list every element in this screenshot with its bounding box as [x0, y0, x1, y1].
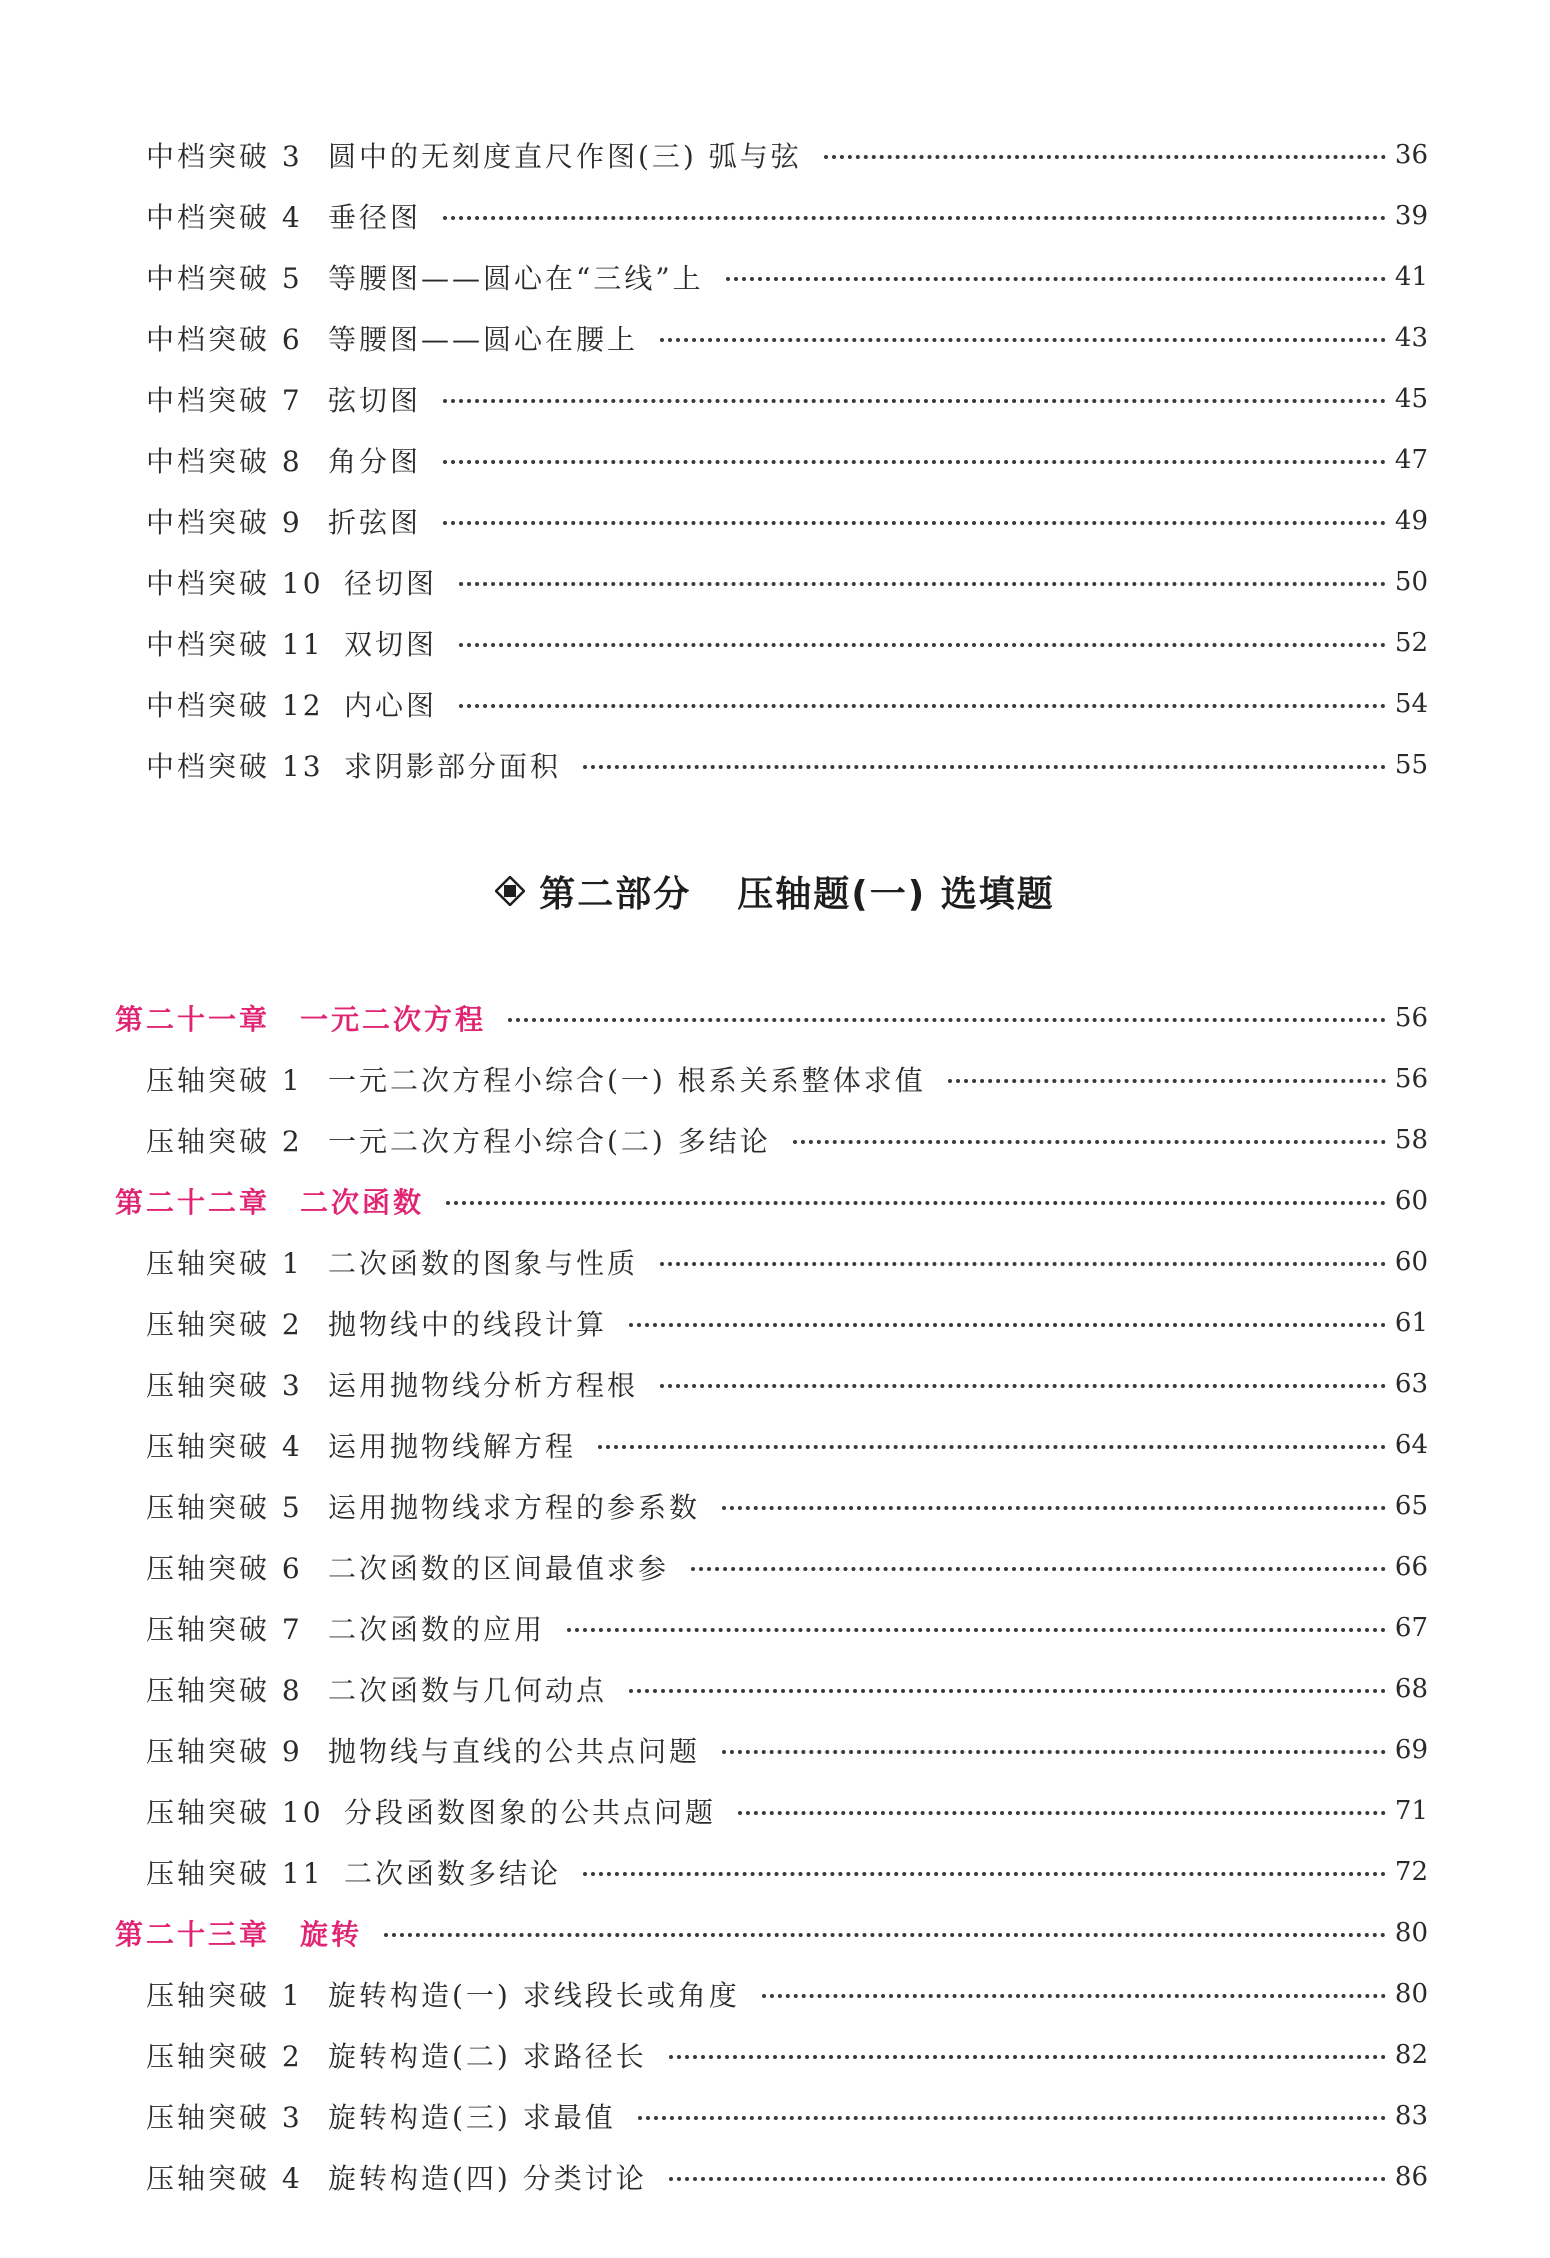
dot-leader	[669, 2177, 1386, 2181]
entry-page-number: 60	[1394, 1246, 1428, 1277]
dot-leader	[660, 338, 1386, 342]
dot-leader	[443, 460, 1386, 464]
toc-entry[interactable]	[0, 1414, 1550, 1475]
entry-title: 二次函数的区间最值求参	[328, 1551, 670, 1585]
toc-entry[interactable]	[0, 734, 1550, 795]
toc-entry[interactable]	[0, 2146, 1550, 2207]
section1-list	[0, 124, 1550, 795]
entry-page-number: 39	[1394, 200, 1428, 231]
chapter-label: 第二十二章	[115, 1185, 271, 1219]
toc-entry[interactable]	[0, 1231, 1550, 1292]
dot-leader	[660, 1384, 1386, 1388]
entry-title: 运用抛物线解方程	[328, 1429, 577, 1463]
entry-page-number: 45	[1394, 383, 1428, 414]
dot-leader	[567, 1628, 1386, 1632]
entry-title: 双切图	[344, 627, 438, 661]
entry-label: 中档突破 10	[146, 566, 324, 600]
entry-label: 压轴突破 2	[146, 2039, 303, 2073]
entry-label: 压轴突破 2	[146, 1124, 303, 1158]
entry-title: 内心图	[344, 688, 438, 722]
entry-page-number: 63	[1394, 1368, 1428, 1399]
toc-entry[interactable]	[0, 551, 1550, 612]
toc-entry[interactable]	[0, 1048, 1550, 1109]
dot-leader	[793, 1140, 1386, 1144]
dot-leader	[443, 521, 1386, 525]
toc-entry[interactable]	[0, 429, 1550, 490]
chapter-page-number: 80	[1394, 1917, 1428, 1948]
chapter-page-number: 60	[1394, 1185, 1428, 1216]
entry-page-number: 50	[1394, 566, 1428, 597]
entry-label: 压轴突破 5	[146, 1490, 303, 1524]
entry-title: 二次函数多结论	[344, 1856, 562, 1890]
entry-title: 旋转构造(二) 求路径长	[328, 2039, 647, 2073]
entry-page-number: 61	[1394, 1307, 1428, 1338]
entry-page-number: 54	[1394, 688, 1428, 719]
entry-page-number: 65	[1394, 1490, 1428, 1521]
entry-page-number: 83	[1394, 2100, 1428, 2131]
entry-title: 角分图	[328, 444, 422, 478]
entry-page-number: 80	[1394, 1978, 1428, 2009]
entry-title: 等腰图——圆心在“三线”上	[328, 261, 704, 295]
chapter-title: 一元二次方程	[300, 1002, 487, 1036]
entry-title: 抛物线与直线的公共点问题	[328, 1734, 701, 1768]
toc-entry[interactable]	[0, 1597, 1550, 1658]
dot-leader	[459, 643, 1386, 647]
entry-page-number: 41	[1394, 261, 1428, 292]
dot-leader	[691, 1567, 1386, 1571]
chapter-page-number: 56	[1394, 1002, 1428, 1033]
toc-entry[interactable]	[0, 2085, 1550, 2146]
entry-page-number: 72	[1394, 1856, 1428, 1887]
dot-leader	[583, 1872, 1386, 1876]
entry-page-number: 58	[1394, 1124, 1428, 1155]
toc-entry[interactable]	[0, 673, 1550, 734]
entry-title: 二次函数与几何动点	[328, 1673, 608, 1707]
entry-title: 旋转构造(一) 求线段长或角度	[328, 1978, 740, 2012]
entry-title: 运用抛物线求方程的参系数	[328, 1490, 701, 1524]
entry-title: 旋转构造(三) 求最值	[328, 2100, 616, 2134]
part-title: 压轴题(一) 选填题	[737, 873, 1055, 915]
entry-page-number: 69	[1394, 1734, 1428, 1765]
entry-page-number: 71	[1394, 1795, 1428, 1826]
toc-entry[interactable]	[0, 1719, 1550, 1780]
entry-title: 径切图	[344, 566, 438, 600]
entry-title: 一元二次方程小综合(一) 根系关系整体求值	[328, 1063, 926, 1097]
entry-label: 压轴突破 11	[146, 1856, 324, 1890]
dot-leader	[948, 1079, 1386, 1083]
toc-entry[interactable]	[0, 246, 1550, 307]
entry-title: 运用抛物线分析方程根	[328, 1368, 639, 1402]
entry-label: 压轴突破 1	[146, 1246, 303, 1280]
entry-title: 圆中的无刻度直尺作图(三) 弧与弦	[328, 139, 802, 173]
dot-leader	[443, 216, 1386, 220]
dot-leader	[508, 1018, 1386, 1022]
chapter-entry[interactable]	[0, 1170, 1550, 1231]
entry-page-number: 68	[1394, 1673, 1428, 1704]
dot-leader	[638, 2116, 1386, 2120]
entry-label: 中档突破 3	[146, 139, 303, 173]
entry-label: 压轴突破 7	[146, 1612, 303, 1646]
entry-title: 抛物线中的线段计算	[328, 1307, 608, 1341]
entry-label: 中档突破 7	[146, 383, 303, 417]
dot-leader	[629, 1323, 1386, 1327]
dot-leader	[660, 1262, 1386, 1266]
toc-entry[interactable]	[0, 124, 1550, 185]
toc-entry[interactable]	[0, 1841, 1550, 1902]
chapter-title: 二次函数	[300, 1185, 425, 1219]
dot-leader	[738, 1811, 1386, 1815]
dot-leader	[384, 1933, 1386, 1937]
entry-page-number: 67	[1394, 1612, 1428, 1643]
toc-entry[interactable]	[0, 1536, 1550, 1597]
dot-leader	[722, 1750, 1386, 1754]
chapter-entry[interactable]	[0, 987, 1550, 1048]
entry-page-number: 56	[1394, 1063, 1428, 1094]
dot-leader	[446, 1201, 1386, 1205]
toc-entry[interactable]	[0, 1109, 1550, 1170]
entry-page-number: 82	[1394, 2039, 1428, 2070]
entry-page-number: 36	[1394, 139, 1428, 170]
entry-title: 折弦图	[328, 505, 422, 539]
toc-entry[interactable]	[0, 368, 1550, 429]
dot-leader	[669, 2055, 1386, 2059]
entry-label: 压轴突破 2	[146, 1307, 303, 1341]
entry-page-number: 86	[1394, 2161, 1428, 2192]
entry-title: 二次函数的应用	[328, 1612, 546, 1646]
dot-leader	[459, 704, 1386, 708]
chapter-22-list	[0, 1170, 1550, 1902]
chapter-entry[interactable]	[0, 1902, 1550, 1963]
toc-entry[interactable]	[0, 1658, 1550, 1719]
entry-label: 中档突破 5	[146, 261, 303, 295]
entry-label: 中档突破 8	[146, 444, 303, 478]
part-heading	[0, 795, 1550, 987]
chapter-label: 第二十三章	[115, 1917, 271, 1951]
dot-leader	[459, 582, 1386, 586]
toc-entry[interactable]	[0, 1963, 1550, 2024]
entry-page-number: 55	[1394, 749, 1428, 780]
entry-title: 垂径图	[328, 200, 422, 234]
toc-entry[interactable]	[0, 2024, 1550, 2085]
entry-label: 压轴突破 4	[146, 2161, 303, 2195]
dot-leader	[722, 1506, 1386, 1510]
entry-label: 压轴突破 6	[146, 1551, 303, 1585]
entry-label: 压轴突破 4	[146, 1429, 303, 1463]
entry-label: 中档突破 11	[146, 627, 324, 661]
entry-page-number: 52	[1394, 627, 1428, 658]
entry-label: 压轴突破 3	[146, 2100, 303, 2134]
part-name: 第二部分	[539, 873, 692, 915]
dot-leader	[726, 277, 1386, 281]
entry-label: 中档突破 12	[146, 688, 324, 722]
entry-title: 一元二次方程小综合(二) 多结论	[328, 1124, 771, 1158]
entry-label: 中档突破 9	[146, 505, 303, 539]
toc-entry[interactable]	[0, 1292, 1550, 1353]
toc-entry[interactable]	[0, 490, 1550, 551]
entry-title: 旋转构造(四) 分类讨论	[328, 2161, 647, 2195]
entry-page-number: 66	[1394, 1551, 1428, 1582]
chapter-label: 第二十一章	[115, 1002, 271, 1036]
dot-leader	[762, 1994, 1386, 1998]
entry-label: 中档突破 6	[146, 322, 303, 356]
entry-page-number: 43	[1394, 322, 1428, 353]
dot-leader	[443, 399, 1386, 403]
toc-entry[interactable]	[0, 1353, 1550, 1414]
entry-title: 等腰图——圆心在腰上	[328, 322, 639, 356]
dot-leader	[629, 1689, 1386, 1693]
entry-page-number: 64	[1394, 1429, 1428, 1460]
toc-entry[interactable]	[0, 1780, 1550, 1841]
entry-title: 弦切图	[328, 383, 422, 417]
entry-label: 压轴突破 1	[146, 1063, 303, 1097]
toc-entry[interactable]	[0, 185, 1550, 246]
entry-label: 压轴突破 1	[146, 1978, 303, 2012]
entry-title: 二次函数的图象与性质	[328, 1246, 639, 1280]
entry-label: 中档突破 13	[146, 749, 324, 783]
chapter-title: 旋转	[300, 1917, 363, 1951]
entry-title: 求阴影部分面积	[344, 749, 562, 783]
dot-leader	[583, 765, 1386, 769]
diamond-square-icon	[495, 876, 525, 906]
entry-label: 中档突破 4	[146, 200, 303, 234]
toc-entry[interactable]	[0, 1475, 1550, 1536]
entry-label: 压轴突破 10	[146, 1795, 324, 1829]
chapter-23-list	[0, 1902, 1550, 2207]
dot-leader	[598, 1445, 1386, 1449]
entry-page-number: 47	[1394, 444, 1428, 475]
dot-leader	[824, 155, 1386, 159]
entry-label: 压轴突破 3	[146, 1368, 303, 1402]
toc-entry[interactable]	[0, 612, 1550, 673]
entry-page-number: 49	[1394, 505, 1428, 536]
chapter-21-list	[0, 987, 1550, 1170]
toc-entry[interactable]	[0, 307, 1550, 368]
entry-label: 压轴突破 8	[146, 1673, 303, 1707]
entry-title: 分段函数图象的公共点问题	[344, 1795, 717, 1829]
entry-label: 压轴突破 9	[146, 1734, 303, 1768]
